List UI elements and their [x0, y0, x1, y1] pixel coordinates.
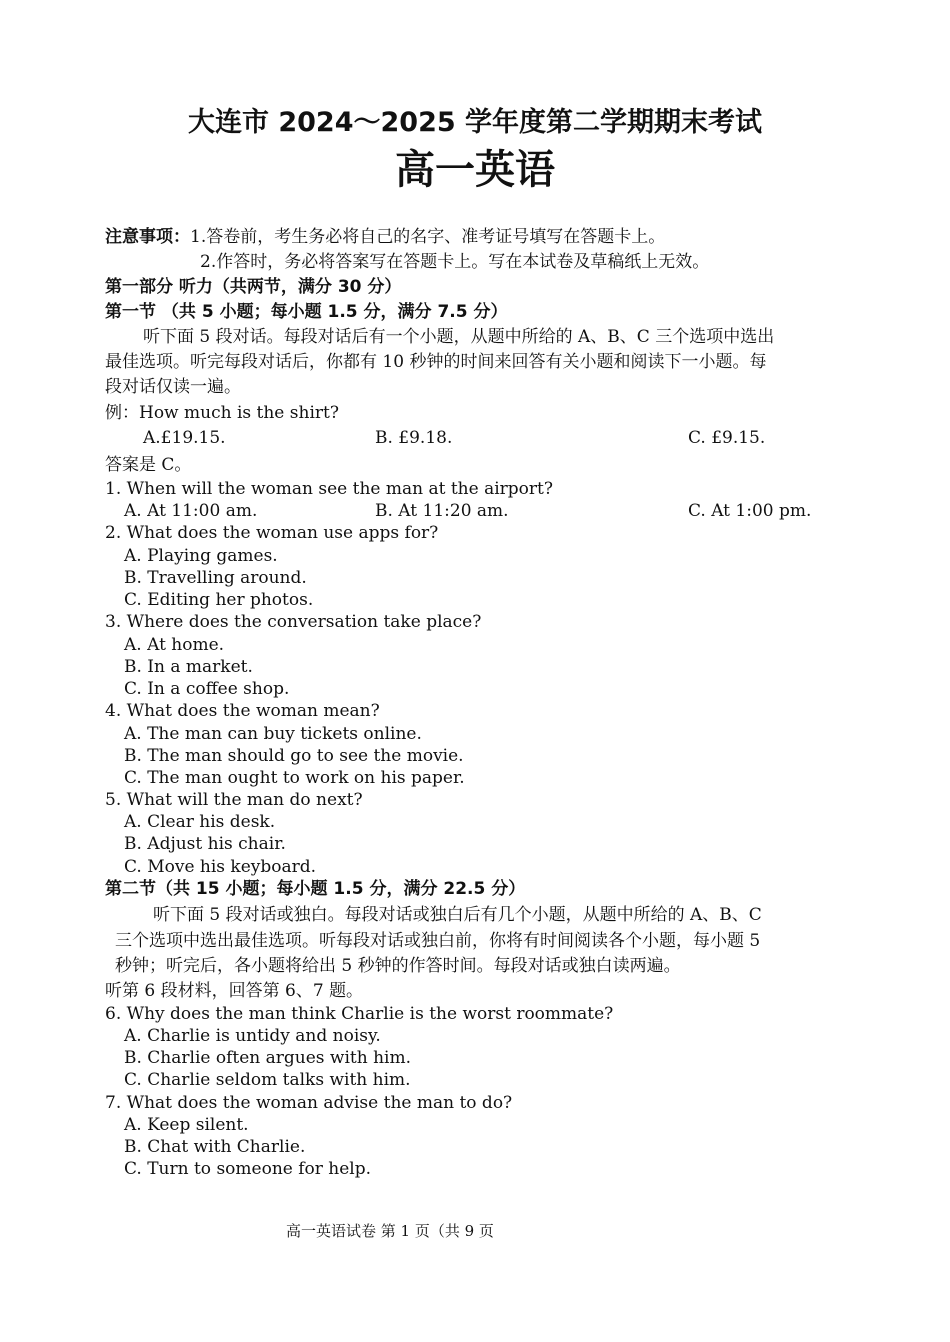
example-option-c: C. £9.15.	[688, 428, 766, 448]
question-3-option-b: B. In a market.	[124, 657, 253, 677]
question-5-option-a: A. Clear his desk.	[124, 812, 276, 832]
question-1-option-b: B. At 11:20 am.	[375, 501, 509, 521]
example-question: 例：How much is the shirt?	[105, 403, 339, 423]
question-5-option-c: C. Move his keyboard.	[124, 857, 317, 877]
question-2-option-a: A. Playing games.	[124, 546, 278, 566]
question-5: 5. What will the man do next?	[105, 790, 363, 810]
question-3-option-c: C. In a coffee shop.	[124, 679, 290, 699]
question-1-option-c: C. At 1:00 pm.	[688, 501, 812, 521]
section1-instructions-2: 最佳选项。听完每段对话后，你都有 10 秒钟的时间来回答有关小题和阅读下一小题。每	[105, 352, 767, 372]
example-option-b: B. £9.18.	[375, 428, 453, 448]
question-4-option-b: B. The man should go to see the movie.	[124, 746, 464, 766]
question-6-option-c: C. Charlie seldom talks with him.	[124, 1070, 411, 1090]
question-6: 6. Why does the man think Charlie is the worst roommate?	[105, 1004, 614, 1024]
question-2: 2. What does the woman use apps for?	[105, 523, 439, 543]
exam-subject: 高一英语	[395, 147, 555, 193]
exam-title: 大连市 2024～2025 学年度第二学期期末考试	[187, 107, 763, 138]
notes-line-1	[105, 226, 665, 248]
question-1: 1. When will the woman see the man at the airport?	[105, 479, 553, 499]
example-answer: 答案是 C。	[105, 455, 192, 475]
question-4-option-a: A. The man can buy tickets online.	[124, 724, 422, 744]
section1-instructions-1: 听下面 5 段对话。每段对话后有一个小题，从题中所给的 A、B、C 三个选项中选出	[143, 327, 775, 347]
question-4-option-c: C. The man ought to work on his paper.	[124, 768, 465, 788]
question-7-option-a: A. Keep silent.	[124, 1115, 249, 1135]
section2-instructions-2: 三个选项中选出最佳选项。听每段对话或独白前，你将有时间阅读各个小题，每小题 5	[115, 931, 761, 951]
question-3: 3. Where does the conversation take place?	[105, 612, 482, 632]
question-5-option-b: B. Adjust his chair.	[124, 834, 286, 854]
question-7: 7. What does the woman advise the man to do?	[105, 1093, 513, 1113]
notes-item-2: 2.作答时，务必将答案写在答题卡上。写在本试卷及草稿纸上无效。	[200, 252, 710, 272]
question-1-option-a: A. At 11:00 am.	[124, 501, 258, 521]
section1-instructions-3: 段对话仅读一遍。	[105, 377, 241, 397]
question-7-option-c: C. Turn to someone for help.	[124, 1159, 372, 1179]
section2-instructions-1: 听下面 5 段对话或独白。每段对话或独白后有几个小题，从题中所给的 A、B、C	[153, 905, 762, 925]
section1-heading: 第一节 （共 5 小题；每小题 1.5 分，满分 7.5 分）	[105, 302, 508, 322]
notes-item-1: 1.答卷前，考生务必将自己的名字、准考证号填写在答题卡上。	[190, 227, 666, 247]
question-3-option-a: A. At home.	[124, 635, 225, 655]
question-6-option-b: B. Charlie often argues with him.	[124, 1048, 411, 1068]
section2-heading: 第二节（共 15 小题；每小题 1.5 分，满分 22.5 分）	[105, 879, 526, 899]
section2-instructions-3: 秒钟；听完后，各小题将给出 5 秒钟的作答时间。每段对话或独白读两遍。	[115, 956, 681, 976]
question-2-option-c: C. Editing her photos.	[124, 590, 314, 610]
question-4: 4. What does the woman mean?	[105, 701, 380, 721]
question-7-option-b: B. Chat with Charlie.	[124, 1137, 306, 1157]
question-6-option-a: A. Charlie is untidy and noisy.	[124, 1026, 381, 1046]
material-note: 听第 6 段材料，回答第 6、7 题。	[105, 981, 364, 1001]
example-option-a: A.£19.15.	[143, 428, 226, 448]
notes-label: 注意事项：	[105, 227, 190, 247]
page-footer: 高一英语试卷 第 1 页（共 9 页	[286, 1222, 494, 1240]
part1-heading: 第一部分 听力（共两节，满分 30 分）	[105, 277, 402, 297]
question-2-option-b: B. Travelling around.	[124, 568, 307, 588]
